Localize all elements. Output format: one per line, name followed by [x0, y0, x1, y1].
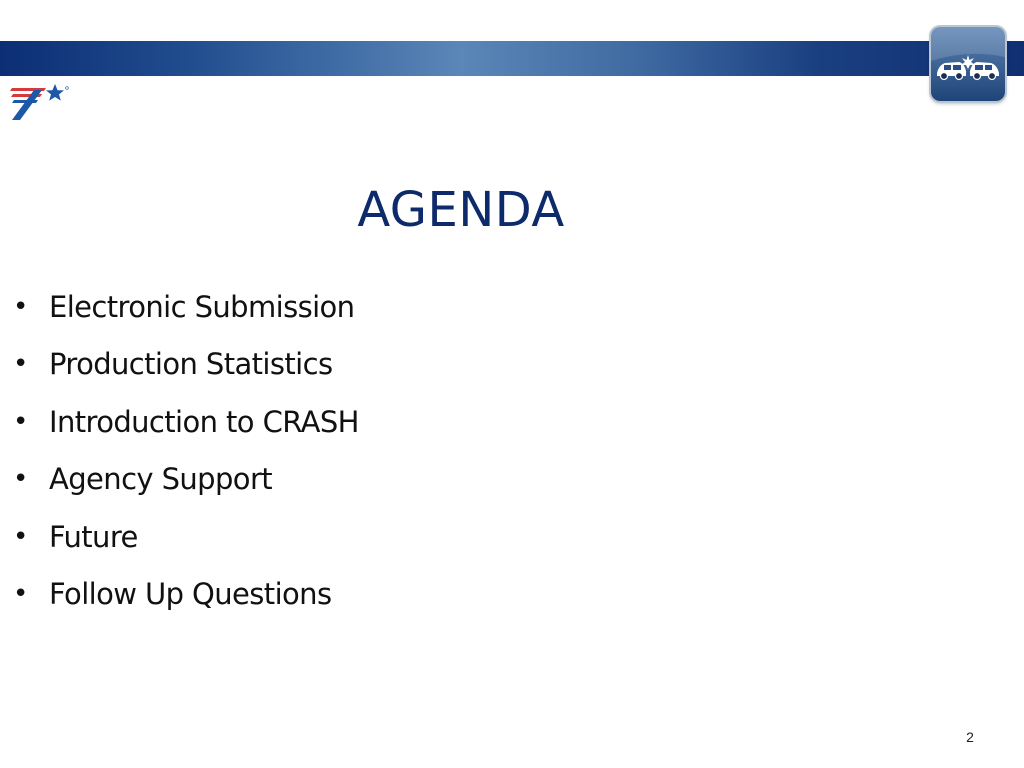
bullet-icon: • — [13, 291, 28, 322]
agenda-item — [13, 566, 359, 624]
bullet-icon: • — [13, 464, 28, 495]
agenda-item-label: Future — [49, 519, 138, 554]
agenda-item — [13, 278, 359, 336]
bullet-icon: • — [13, 406, 28, 437]
page-number: 2 — [966, 729, 974, 745]
bullet-icon: • — [13, 521, 28, 552]
agenda-item — [13, 508, 359, 566]
bullet-icon: • — [13, 349, 28, 380]
agenda-item-label: Production Statistics — [49, 347, 333, 382]
agenda-item — [13, 451, 359, 509]
car-crash-icon — [931, 27, 1005, 101]
txdot-flying-t-logo — [8, 82, 72, 124]
agenda-item — [13, 393, 359, 451]
agenda-item-label: Agency Support — [49, 462, 273, 497]
agenda-item-label: Introduction to CRASH — [49, 404, 359, 439]
agenda-item-label: Electronic Submission — [49, 289, 355, 324]
agenda-item-label: Follow Up Questions — [49, 577, 332, 612]
agenda-list — [13, 278, 359, 623]
agenda-item — [13, 336, 359, 394]
header-band — [0, 41, 1024, 76]
bullet-icon: • — [13, 579, 28, 610]
slide-title: AGENDA — [357, 182, 565, 238]
